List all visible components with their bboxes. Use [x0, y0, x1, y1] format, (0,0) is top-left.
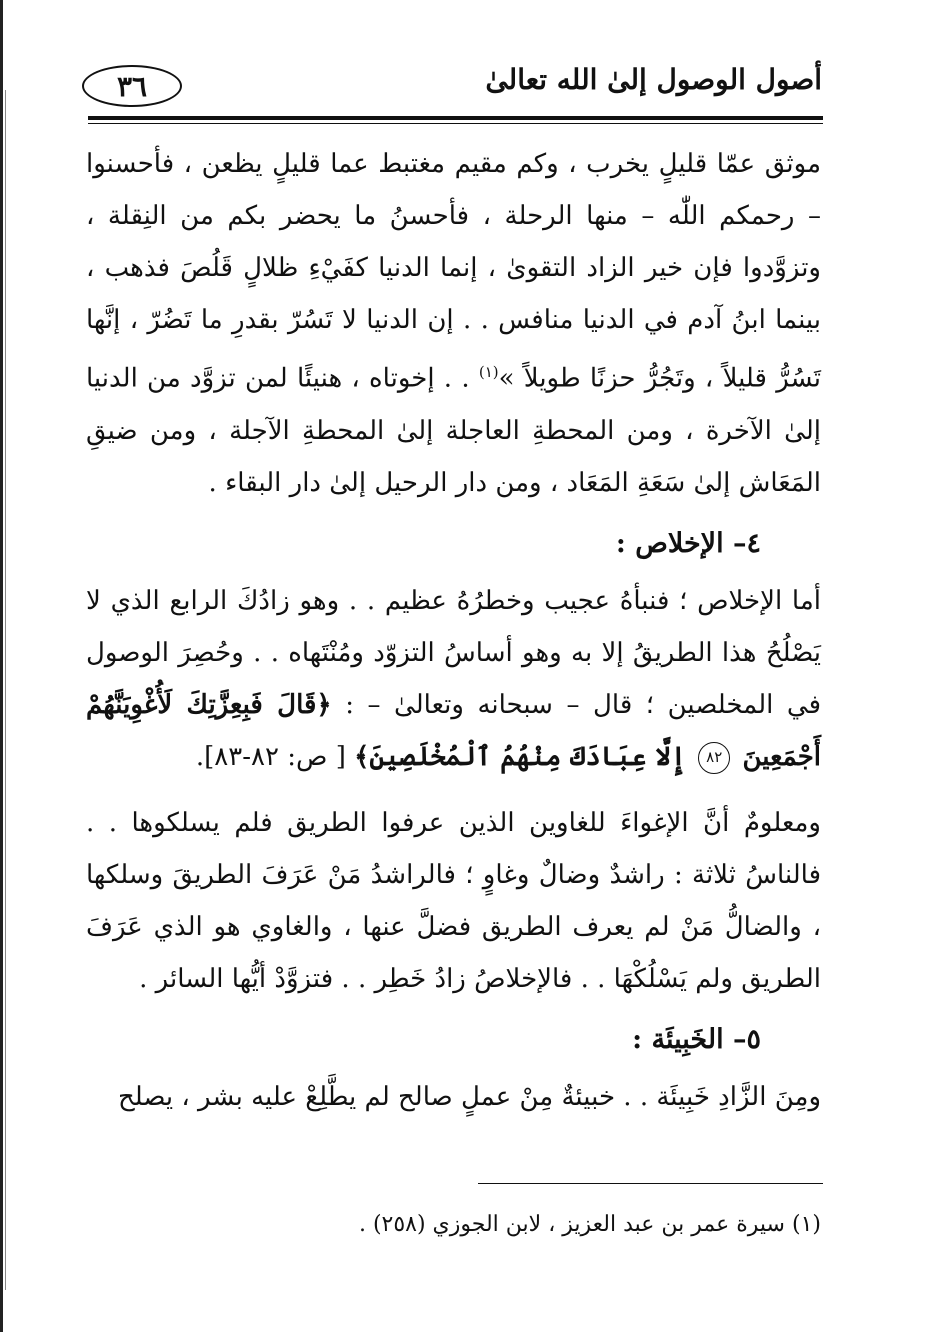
- scan-edge-line: [5, 90, 6, 1290]
- body-text: [86, 138, 821, 1123]
- quran-verse-b: إِلَّا عِبَادَكَ مِنْهُمُ ٱلْمُخْلَصِينَ﴾: [354, 741, 686, 772]
- ayah-number: ٨٢: [706, 748, 723, 767]
- header-rule-thin: [88, 123, 823, 124]
- header-rule-thick: [88, 116, 823, 120]
- page-header: [82, 55, 822, 115]
- quran-reference: [ ص: ٨٢-٨٣].: [195, 741, 346, 772]
- paragraph-4: ومِنَ الزَّادِ خَبِيئَة . . خبيئةٌ مِنْ عملٍ صالح لم يطَّلِعْ عليه بشر ، يصلح: [117, 1081, 821, 1112]
- paragraph-1: [86, 138, 821, 509]
- paragraph-1-continued: . . إخوتاه ، هنيئًا لمن تزوَّد من الدنيا إلىٰ الآخرة ، ومن المحطةِ العاجلة إلىٰ المحطةِ الآجلة ، ومن ضيقِ المَعَاش إلىٰ سَعَةِ المَعَاد ، ومن دار الرحيل إلىٰ دار البقاء .: [86, 363, 821, 498]
- running-title: أصول الوصول إلىٰ الله تعالىٰ: [485, 63, 822, 96]
- section-heading-ikhlas: ٤– الإخلاص :: [615, 527, 761, 559]
- footnote-rule: [478, 1183, 823, 1184]
- quran-verse-a: ﴿قَالَ فَبِعِزَّتِكَ لَأُغْوِيَنَّهُمْ أَجْمَعِينَ: [86, 689, 821, 772]
- paragraph-1-text: موثق عمّا قليلٍ يخرب ، وكم مقيم مغتبط عما قليلٍ يظعن ، فأحسنوا – رحمكم اللّٰه – منها الرحلة ، فأحسنُ ما يحضر بكم من النِقلة ، وتزوَّدوا فإن خير الزاد التقوىٰ ، إنما الدنيا كفَيْءِ ظلالٍ قَلُصَ فذهب ، بينما ابنُ آدم في الدنيا منافس . . إن الدنيا لا تَسُرّ بقدرِ ما تَضُرّ ، إنَّها تَسُرُّ قليلاً ، وتَجُرُّ حزنًا طويلاً »: [86, 149, 821, 394]
- section-heading-khabia: ٥– الخَبِيئَة :: [632, 1023, 761, 1055]
- footnote-ref[interactable]: (١): [478, 363, 499, 381]
- paragraph-2: [86, 575, 821, 783]
- page-number-badge: [82, 65, 182, 107]
- spacer: [86, 783, 821, 797]
- paragraph-2-text: أما الإخلاص ؛ فنبأهُ عجيب وخطرُهُ عظيم . . وهو زادُكَ الرابع الذي لا يَصْلُحُ هذا الطريقُ إلا به وهو أساسُ التزوّد ومُنْتَهاه . . وحُصِرَ الوصول في المخلصين ؛ قال – سبحانه وتعالىٰ – :: [86, 585, 821, 720]
- ayah-number-icon: [698, 742, 730, 774]
- footnote: (١) سيرة عمر بن عبد العزيز ، لابن الجوزي (٢٥٨) .: [358, 1212, 821, 1237]
- scan-edge: [0, 0, 3, 1332]
- page-number: ٣٦: [116, 69, 148, 103]
- paragraph-3: ومعلومٌ أنَّ الإغواءَ للغاوين الذين عرفوا الطريق فلم يسلكوها . . فالناسُ ثلاثة : راشدٌ وضالٌ وغاوٍ ؛ فالراشدُ مَنْ عَرَفَ الطريقَ وسلكها ، والضالُّ مَنْ لم يعرف الطريق فضلَّ عنها ، والغاوي هو الذي عَرَفَ الطريق ولم يَسْلُكْهَا . . فالإخلاصُ زادُ خَطِر . . فتزوَّدْ أيُّها السائر .: [86, 807, 821, 994]
